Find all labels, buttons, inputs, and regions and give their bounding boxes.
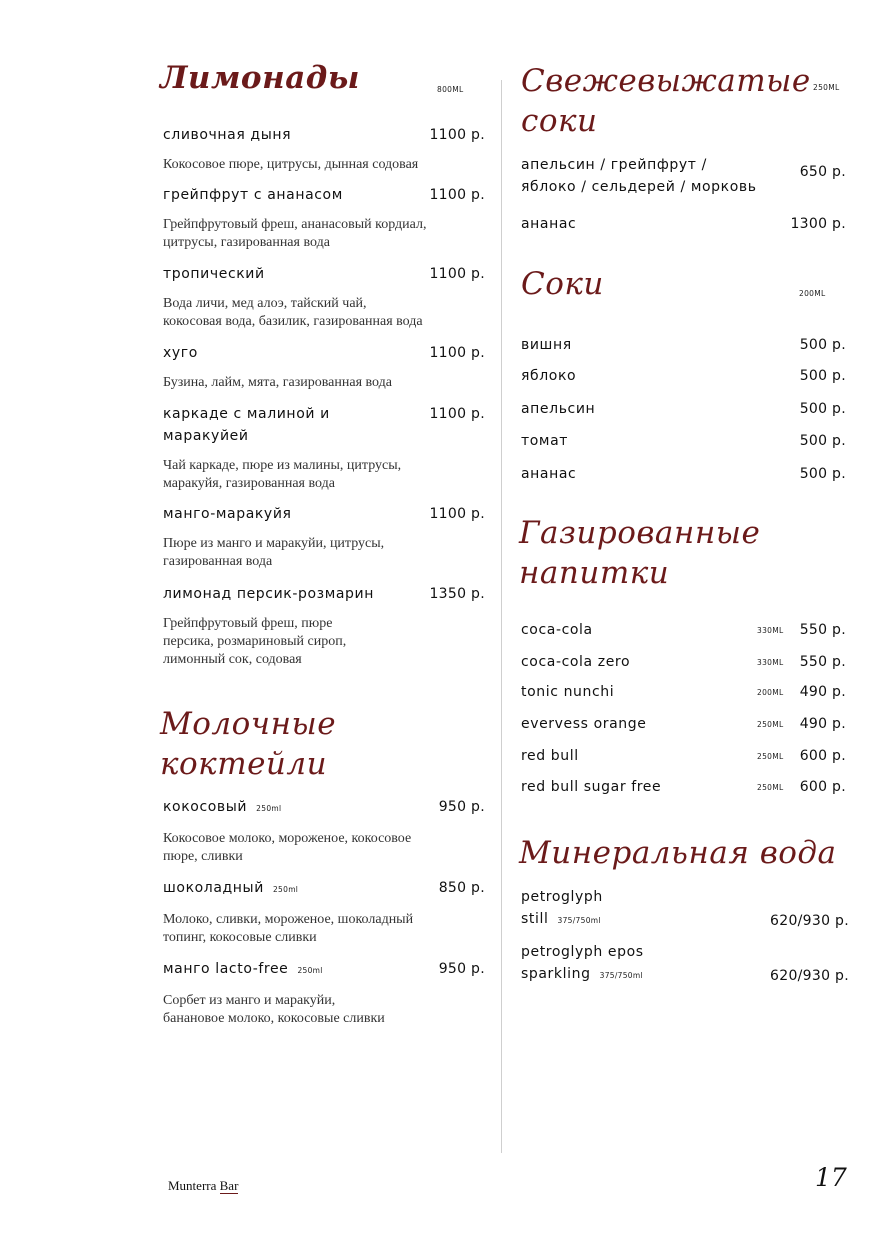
item-name: ананас (521, 216, 577, 232)
sodas-heading (519, 513, 760, 593)
item-name: ананас (521, 466, 577, 482)
menu-item (163, 877, 485, 947)
item-name-text: кокосовый (163, 799, 248, 815)
item-name: red bull (521, 748, 579, 764)
desc-line: кокосовая вода, базилик, газированная вода (163, 314, 423, 329)
item-name-line: маракуйей (163, 428, 249, 444)
item-volume: 375/750ml (599, 971, 643, 980)
section-title-line: Газированные (519, 515, 761, 551)
menu-item (163, 796, 485, 866)
item-price: 490 р. (799, 716, 846, 732)
lemonades-volume: 800ML (437, 85, 464, 94)
item-name: томат (521, 433, 569, 449)
page-number: 17 (815, 1163, 847, 1192)
item-price: 1100 р. (429, 506, 485, 522)
item-volume: 250ml (297, 966, 323, 975)
item-volume: 375/750ml (557, 916, 601, 925)
item-name: тропический (163, 266, 265, 282)
item-description (163, 216, 485, 252)
desc-line: Кокосовое молоко, мороженое, кокосовое (163, 831, 412, 846)
item-price: 500 р. (799, 466, 846, 482)
brand-footer (168, 1178, 238, 1194)
menu-item (521, 398, 846, 420)
item-price: 600 р. (799, 748, 846, 764)
item-name-line: апельсин / грейпфрут / (521, 157, 707, 173)
item-name: coca-cola zero (521, 654, 631, 670)
item-price: 600 р. (799, 779, 846, 795)
item-name: грейпфрут с ананасом (163, 187, 343, 203)
item-name (163, 877, 485, 901)
item-price: 1100 р. (429, 266, 485, 282)
item-description: Бузина, лайм, мята, газированная вода (163, 375, 392, 390)
section-title: Лимонады (160, 60, 360, 96)
item-volume: 330ML (757, 658, 784, 667)
item-description (163, 992, 485, 1028)
item-name-line: яблоко / сельдерей / морковь (521, 179, 757, 195)
item-price: 500 р. (799, 433, 846, 449)
item-name: tonic nunchi (521, 684, 615, 700)
item-name: лимонад персик-розмарин (163, 586, 374, 602)
desc-line: Грейпфрутовый фреш, пюре (163, 616, 333, 631)
item-name-text: sparkling (521, 966, 591, 982)
item-price: 950 р. (438, 799, 485, 815)
item-volume: 250ML (757, 752, 784, 761)
menu-item (163, 184, 485, 252)
juices-heading (521, 264, 604, 304)
item-price: 650 р. (799, 164, 846, 180)
item-name: сливочная дыня (163, 127, 292, 143)
menu-item (163, 583, 485, 669)
desc-line: Пюре из манго и маракуйи, цитрусы, (163, 536, 385, 551)
desc-line: банановое молоко, кокосовые сливки (163, 1011, 385, 1026)
item-name-text: шоколадный (163, 880, 264, 896)
desc-line: Грейпфрутовый фреш, ананасовый кордиал, (163, 217, 427, 232)
item-price: 1100 р. (429, 406, 485, 422)
menu-item (521, 213, 846, 235)
desc-line: Сорбет из манго и маракуйи, (163, 993, 336, 1008)
item-name: red bull sugar free (521, 779, 662, 795)
desc-line: пюре, сливки (163, 849, 243, 864)
item-name-line1: petroglyph epos (521, 944, 644, 960)
desc-line: персика, розмариновый сироп, (163, 634, 347, 649)
menu-item (163, 958, 485, 1028)
item-name-line: каркаде с малиной и (163, 406, 330, 422)
item-price: 500 р. (799, 337, 846, 353)
menu-item (521, 154, 846, 198)
section-title-line: Молочные (160, 706, 337, 742)
item-description (163, 615, 485, 669)
item-description: Кокосовое пюре, цитрусы, дынная содовая (163, 157, 419, 172)
juices-volume: 200ML (799, 289, 826, 298)
item-name-text: манго lacto-free (163, 961, 289, 977)
item-description (163, 911, 485, 947)
item-volume: 250ML (757, 783, 784, 792)
mineral-water-heading (519, 833, 837, 873)
item-name: вишня (521, 337, 572, 353)
menu-item (521, 745, 846, 767)
item-price: 500 р. (799, 401, 846, 417)
item-name (163, 958, 485, 982)
item-name: апельсин (521, 401, 596, 417)
item-price: 550 р. (799, 622, 846, 638)
item-price: 500 р. (799, 368, 846, 384)
item-price: 1100 р. (429, 187, 485, 203)
item-price: 850 р. (438, 880, 485, 896)
item-name-text: still (521, 911, 549, 927)
fresh-volume: 250ML (813, 83, 840, 92)
desc-line: цитрусы, газированная вода (163, 235, 330, 250)
section-title: Минеральная вода (519, 835, 837, 871)
menu-item (521, 334, 846, 356)
item-name-line1: petroglyph (521, 889, 603, 905)
item-description (163, 295, 485, 331)
item-volume: 250ml (256, 804, 282, 813)
menu-item (521, 463, 846, 485)
item-price: 620/930 р. (770, 913, 849, 929)
item-volume: 250ML (757, 720, 784, 729)
menu-item (521, 886, 849, 932)
section-title-line: Свежевыжатые (521, 63, 811, 99)
section-title-line: напитки (519, 555, 670, 591)
item-price: 1350 р. (429, 586, 485, 602)
item-price: 950 р. (438, 961, 485, 977)
menu-item (521, 651, 846, 673)
menu-item (163, 263, 485, 331)
item-price: 1300 р. (790, 216, 846, 232)
item-volume: 330ML (757, 626, 784, 635)
item-description (163, 535, 485, 571)
item-volume: 250ml (272, 885, 299, 894)
menu-item (521, 713, 846, 735)
item-name (163, 796, 485, 820)
menu-item (521, 941, 849, 987)
section-title-line: коктейли (160, 746, 328, 782)
desc-line: топинг, кокосовые сливки (163, 930, 317, 945)
item-price: 620/930 р. (770, 968, 849, 984)
desc-line: газированная вода (163, 554, 273, 569)
item-price: 1100 р. (429, 127, 485, 143)
item-description (163, 830, 485, 866)
brand-word: Munterra (168, 1178, 217, 1193)
desc-line: Чай каркаде, пюре из малины, цитрусы, (163, 458, 402, 473)
section-title: Соки (521, 266, 604, 302)
item-name: хуго (163, 345, 198, 361)
item-price: 1100 р. (429, 345, 485, 361)
desc-line: маракуйя, газированная вода (163, 476, 335, 491)
fresh-juices-heading (521, 61, 811, 141)
menu-item (163, 403, 485, 493)
menu-item (521, 776, 846, 798)
column-divider (501, 80, 502, 1153)
brand-word-underlined: Bar (219, 1178, 239, 1193)
item-description (163, 457, 485, 493)
section-title-line: соки (521, 103, 598, 139)
lemonades-heading (160, 58, 360, 98)
item-price: 490 р. (799, 684, 846, 700)
desc-line: лимонный сок, содовая (163, 652, 302, 667)
item-volume: 200ML (757, 688, 784, 697)
menu-item (163, 342, 485, 392)
item-name: coca-cola (521, 622, 593, 638)
item-name: манго-маракуйя (163, 506, 292, 522)
item-price: 550 р. (799, 654, 846, 670)
desc-line: Молоко, сливки, мороженое, шоколадный (163, 912, 414, 927)
item-name: яблоко (521, 368, 577, 384)
item-name (521, 154, 846, 198)
menu-item (521, 365, 846, 387)
menu-item (521, 681, 846, 703)
menu-item (521, 619, 846, 641)
item-name: evervess orange (521, 716, 647, 732)
desc-line: Вода личи, мед алоэ, тайский чай, (163, 296, 367, 311)
menu-item (163, 124, 485, 174)
menu-item (163, 503, 485, 571)
menu-item (521, 430, 846, 452)
milkshakes-heading (160, 704, 336, 784)
